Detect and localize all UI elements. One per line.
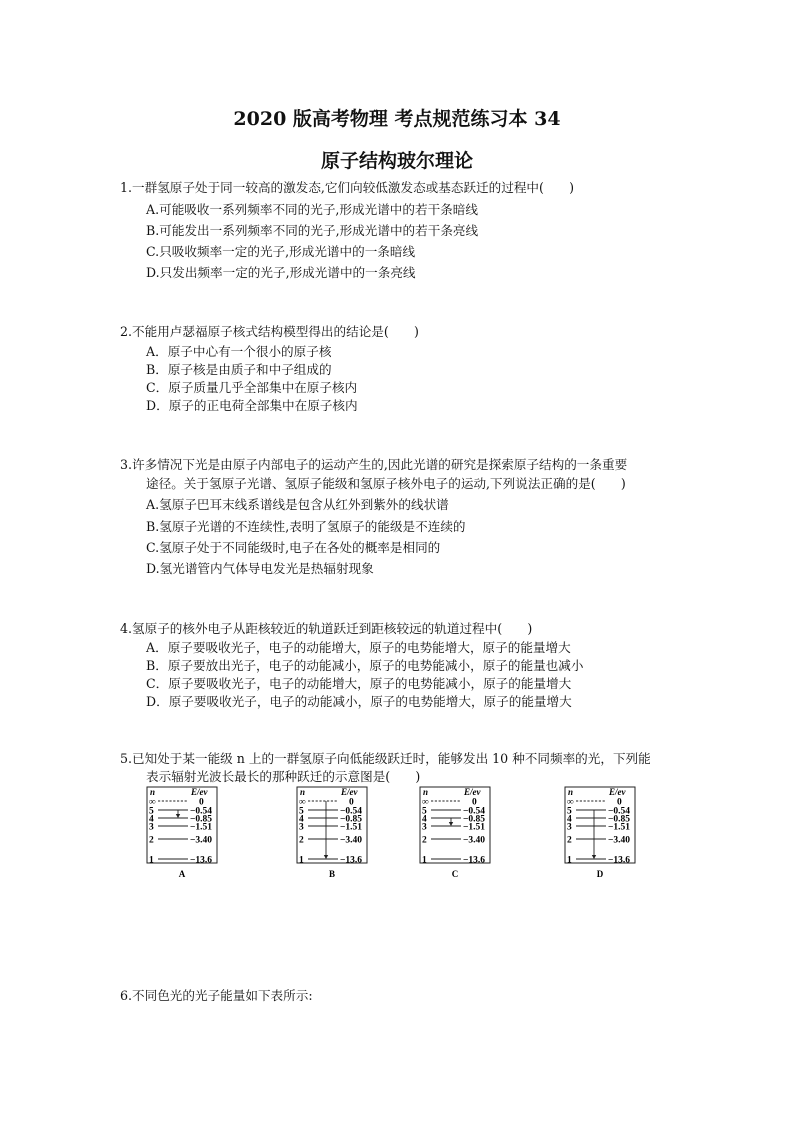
energy-diagram-b: [296, 786, 392, 880]
n-axis-label: n: [423, 787, 429, 797]
level-energy: −3.40: [463, 835, 486, 846]
level-energy: 0: [349, 797, 354, 808]
level-number: 4: [299, 814, 304, 825]
question-stem: 3.许多情况下光是由原子内部电子的运动产生的,因此光谱的研究是探索原子结构的一条重要: [120, 457, 628, 472]
level-number: 1: [422, 855, 427, 866]
arrow-head-icon: [449, 822, 453, 826]
question-stem: 6.不同色光的光子能量如下表所示:: [120, 988, 313, 1003]
energy-axis-label: E/ev: [464, 787, 481, 797]
level-number: 3: [149, 822, 154, 833]
arrow-head-icon: [176, 814, 180, 818]
level-number: 3: [422, 822, 427, 833]
option-b: B．原子要放出光子，电子的动能减小，原子的电势能减小，原子的能量也减小: [146, 658, 584, 673]
level-number: 1: [567, 855, 572, 866]
question-stem-cont: 表示辐射光波长最长的那种跃迁的示意图是( ): [146, 769, 421, 784]
level-energy: −1.51: [340, 822, 363, 833]
n-axis-label: n: [150, 787, 156, 797]
level-energy: −13.6: [608, 855, 631, 866]
level-number: 5: [149, 806, 154, 817]
option-d: D．原子要吸收光子，电子的动能减小，原子的电势能增大，原子的能量增大: [146, 694, 572, 709]
level-energy: −13.6: [340, 855, 363, 866]
option-d: D．原子的正电荷全部集中在原子核内: [146, 398, 358, 413]
page-subtitle: 原子结构玻尔理论: [320, 150, 473, 172]
level-energy: −0.54: [190, 806, 213, 817]
level-energy: −0.85: [340, 814, 363, 825]
question-stem-cont: 途径。关于氢原子光谱、氢原子能级和氢原子核外电子的运动,下列说法正确的是( ): [146, 476, 626, 491]
question-stem: 4.氢原子的核外电子从距核较近的轨道跃迁到距核较远的轨道过程中( ): [120, 621, 533, 636]
level-number: ∞: [149, 797, 156, 808]
level-energy: 0: [199, 797, 204, 808]
energy-axis-label: E/ev: [191, 787, 208, 797]
option-d: D.只发出频率一定的光子,形成光谱中的一条亮线: [146, 265, 416, 280]
option-c: C．原子要吸收光子，电子的动能增大，原子的电势能减小，原子的能量增大: [146, 676, 572, 691]
level-energy: −0.54: [340, 806, 363, 817]
arrow-head-icon: [324, 855, 328, 859]
level-energy: −0.54: [463, 806, 486, 817]
diagram-caption: C: [451, 869, 459, 879]
level-number: 4: [422, 814, 427, 825]
level-number: ∞: [422, 797, 429, 808]
question-stem: 2.不能用卢瑟福原子核式结构模型得出的结论是( ): [120, 324, 419, 339]
level-number: 2: [422, 835, 427, 846]
level-number: 3: [299, 822, 304, 833]
option-a: A．原子中心有一个很小的原子核: [146, 344, 332, 359]
option-a: A．原子要吸收光子，电子的动能增大，原子的电势能增大，原子的能量增大: [146, 640, 571, 655]
arrow-head-icon: [592, 855, 596, 859]
option-d: D.氢光谱管内气体导电发光是热辐射现象: [146, 561, 374, 576]
energy-diagram-c: [419, 786, 515, 880]
level-energy: −0.85: [463, 814, 486, 825]
level-energy: −1.51: [463, 822, 486, 833]
energy-axis-label: E/ev: [609, 787, 626, 797]
level-energy: −0.54: [608, 806, 631, 817]
level-number: 2: [567, 835, 572, 846]
level-energy: −0.85: [190, 814, 213, 825]
energy-level-svg: [419, 786, 515, 880]
option-b: B.氢原子光谱的不连续性,表明了氢原子的能级是不连续的: [146, 519, 466, 534]
level-energy: −13.6: [190, 855, 213, 866]
option-c: C.氢原子处于不同能级时,电子在各处的概率是相同的: [146, 540, 441, 555]
diagram-caption: B: [328, 869, 336, 879]
option-a: A.氢原子巴耳末线系谱线是包含从红外到紫外的线状谱: [146, 497, 449, 512]
option-c: C.只吸收频率一定的光子,形成光谱中的一条暗线: [146, 244, 416, 259]
level-number: 2: [149, 835, 154, 846]
option-c: C．原子质量几乎全部集中在原子核内: [146, 380, 358, 395]
level-number: ∞: [567, 797, 574, 808]
level-energy: −1.51: [190, 822, 213, 833]
level-energy: −3.40: [190, 835, 213, 846]
level-energy: −13.6: [463, 855, 486, 866]
level-energy: 0: [617, 797, 622, 808]
energy-diagram-d: [564, 786, 660, 880]
n-axis-label: n: [300, 787, 306, 797]
level-number: 2: [299, 835, 304, 846]
diagram-caption: D: [596, 869, 604, 879]
n-axis-label: n: [568, 787, 574, 797]
question-stem: 5.已知处于某一能级 n 上的一群氢原子向低能级跃迁时，能够发出 10 种不同频率的光，下列能: [120, 751, 651, 766]
level-number: 1: [149, 855, 154, 866]
level-number: 3: [567, 822, 572, 833]
level-number: ∞: [299, 797, 306, 808]
energy-diagram-a: [146, 786, 242, 880]
level-number: 1: [299, 855, 304, 866]
level-number: 4: [149, 814, 154, 825]
diagram-caption: A: [178, 869, 186, 879]
level-number: 5: [567, 806, 572, 817]
energy-level-svg: [564, 786, 660, 880]
level-energy: −1.51: [608, 822, 631, 833]
energy-level-svg: [296, 786, 392, 880]
level-number: 5: [299, 806, 304, 817]
level-number: 5: [422, 806, 427, 817]
energy-axis-label: E/ev: [341, 787, 358, 797]
level-number: 4: [567, 814, 572, 825]
option-b: B.可能发出一系列频率不同的光子,形成光谱中的若干条亮线: [146, 223, 479, 238]
level-energy: −3.40: [608, 835, 631, 846]
level-energy: 0: [472, 797, 477, 808]
energy-level-svg: [146, 786, 242, 880]
page-title: 2020 版高考物理 考点规范练习本 34: [233, 108, 561, 130]
level-energy: −0.85: [608, 814, 631, 825]
option-b: B．原子核是由质子和中子组成的: [146, 362, 332, 377]
level-energy: −3.40: [340, 835, 363, 846]
question-stem: 1.一群氢原子处于同一较高的激发态,它们向较低激发态或基态跃迁的过程中( ): [120, 180, 575, 195]
option-a: A.可能吸收一系列频率不同的光子,形成光谱中的若干条暗线: [146, 202, 478, 217]
